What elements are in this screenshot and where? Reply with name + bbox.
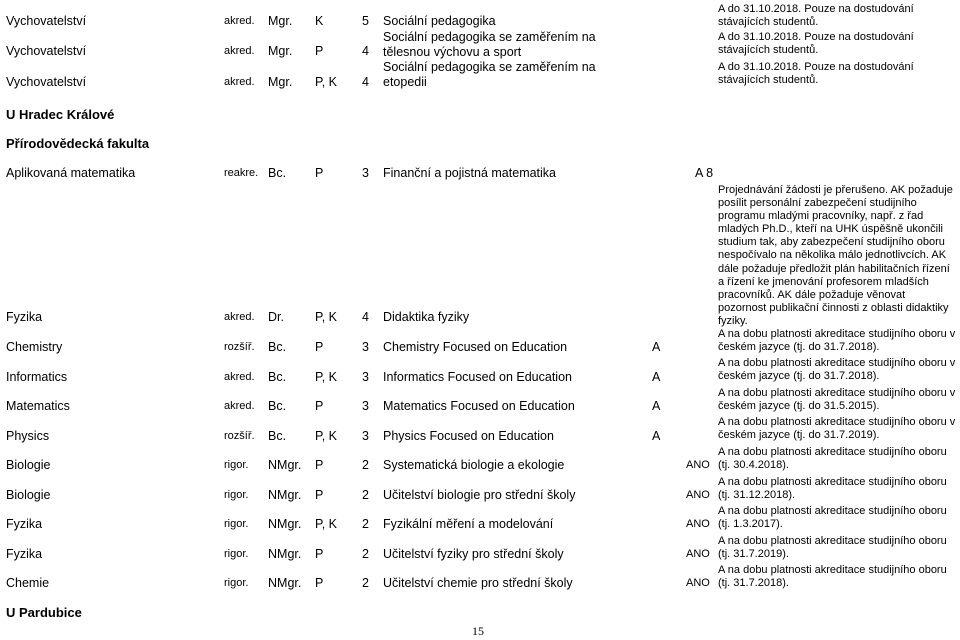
field-cell: Vychovatelství bbox=[6, 75, 87, 89]
form-cell: P, K bbox=[315, 310, 338, 324]
form-cell: K bbox=[315, 14, 324, 28]
note-cell: A na dobu platnosti akreditace studijního oboru v českém jazyce (tj. do 31.7.2019). bbox=[718, 416, 956, 442]
degree-cell: Mgr. bbox=[268, 75, 293, 89]
years-cell: 4 bbox=[362, 44, 369, 58]
form-cell: P, K bbox=[315, 429, 338, 443]
table-row bbox=[0, 576, 712, 592]
note-cell: A do 31.10.2018. Pouze na dostudování stávajících studentů. bbox=[718, 61, 914, 87]
program-cell: Sociální pedagogika bbox=[383, 14, 496, 28]
program-cell: Sociální pedagogika se zaměřením na etopedii bbox=[383, 60, 596, 89]
degree-cell: Bc. bbox=[268, 166, 287, 180]
type-cell: rigor. bbox=[224, 489, 249, 501]
form-cell: P bbox=[315, 44, 324, 58]
program-cell: Učitelství chemie pro střední školy bbox=[383, 576, 573, 590]
table-row bbox=[0, 14, 712, 30]
result-cell: ANO bbox=[686, 489, 710, 501]
field-cell: Chemistry bbox=[6, 340, 63, 354]
degree-cell: Bc. bbox=[268, 370, 287, 384]
page-number: 15 bbox=[472, 624, 484, 638]
degree-cell: Bc. bbox=[268, 429, 287, 443]
type-cell: rigor. bbox=[224, 548, 249, 560]
years-cell: 2 bbox=[362, 576, 369, 590]
years-cell: 3 bbox=[362, 166, 369, 180]
degree-cell: NMgr. bbox=[268, 488, 302, 502]
years-cell: 2 bbox=[362, 517, 369, 531]
result-cell: A bbox=[652, 429, 661, 443]
type-cell: akred. bbox=[224, 371, 255, 383]
program-cell: Physics Focused on Education bbox=[383, 429, 554, 443]
field-cell: Aplikovaná matematika bbox=[6, 166, 136, 180]
degree-cell: Mgr. bbox=[268, 14, 293, 28]
faculty-heading: Přírodovědecká fakulta bbox=[6, 136, 150, 151]
table-row bbox=[0, 60, 712, 90]
years-cell: 3 bbox=[362, 429, 369, 443]
table-row bbox=[0, 458, 712, 474]
result-cell: A bbox=[652, 340, 661, 354]
program-cell: Systematická biologie a ekologie bbox=[383, 458, 565, 472]
degree-cell: NMgr. bbox=[268, 576, 302, 590]
field-cell: Biologie bbox=[6, 488, 51, 502]
university-heading: U Hradec Králové bbox=[6, 107, 115, 122]
type-cell: rigor. bbox=[224, 459, 249, 471]
table-row bbox=[0, 370, 712, 386]
note-cell: A na dobu platnosti akreditace studijního oboru (tj. 31.7.2018). bbox=[718, 564, 947, 590]
program-cell: Informatics Focused on Education bbox=[383, 370, 572, 384]
field-cell: Fyzika bbox=[6, 310, 43, 324]
table-row bbox=[0, 340, 712, 356]
note-cell: A na dobu platnosti akreditace studijního oboru (tj. 30.4.2018). bbox=[718, 446, 947, 472]
program-cell: Fyzikální měření a modelování bbox=[383, 517, 554, 531]
form-cell: P bbox=[315, 166, 324, 180]
table-row bbox=[0, 399, 712, 415]
years-cell: 5 bbox=[362, 14, 369, 28]
note-cell: A do 31.10.2018. Pouze na dostudování stávajících studentů. bbox=[718, 31, 914, 57]
note-cell: A na dobu platnosti akreditace studijního oboru (tj. 1.3.2017). bbox=[718, 505, 947, 531]
degree-cell: NMgr. bbox=[268, 547, 302, 561]
result-cell: A bbox=[652, 370, 661, 384]
years-cell: 2 bbox=[362, 547, 369, 561]
years-cell: 4 bbox=[362, 75, 369, 89]
result-cell: A bbox=[652, 399, 661, 413]
program-cell: Matematics Focused on Education bbox=[383, 399, 575, 413]
field-cell: Chemie bbox=[6, 576, 50, 590]
years-cell: 2 bbox=[362, 488, 369, 502]
degree-cell: Bc. bbox=[268, 399, 287, 413]
type-cell: akred. bbox=[224, 400, 255, 412]
result-cell: ANO bbox=[686, 518, 710, 530]
program-cell: Chemistry Focused on Education bbox=[383, 340, 568, 354]
years-cell: 3 bbox=[362, 370, 369, 384]
degree-cell: NMgr. bbox=[268, 458, 302, 472]
table-row bbox=[0, 488, 712, 504]
form-cell: P bbox=[315, 547, 324, 561]
form-cell: P, K bbox=[315, 370, 338, 384]
program-cell: Učitelství biologie pro střední školy bbox=[383, 488, 576, 502]
years-cell: 4 bbox=[362, 310, 369, 324]
program-cell: Sociální pedagogika se zaměřením na tělesnou výchovu a sport bbox=[383, 30, 596, 59]
table-row bbox=[0, 547, 712, 563]
type-cell: rozšíř. bbox=[224, 341, 255, 353]
form-cell: P bbox=[315, 399, 324, 413]
type-cell: akred. bbox=[224, 45, 255, 57]
note-cell: A na dobu platnosti akreditace studijního oboru v českém jazyce (tj. do 31.7.2018). bbox=[718, 328, 956, 354]
program-cell: Učitelství fyziky pro střední školy bbox=[383, 547, 564, 561]
form-cell: P bbox=[315, 340, 324, 354]
result-cell: A 8 bbox=[695, 166, 714, 180]
degree-cell: Bc. bbox=[268, 340, 287, 354]
table-row bbox=[0, 517, 712, 533]
field-cell: Fyzika bbox=[6, 547, 43, 561]
field-cell: Vychovatelství bbox=[6, 14, 87, 28]
note-cell: A do 31.10.2018. Pouze na dostudování stávajících studentů. bbox=[718, 3, 914, 29]
form-cell: P bbox=[315, 488, 324, 502]
type-cell: rozšíř. bbox=[224, 430, 255, 442]
field-cell: Informatics bbox=[6, 370, 68, 384]
field-cell: Physics bbox=[6, 429, 50, 443]
degree-cell: Dr. bbox=[268, 310, 284, 324]
years-cell: 2 bbox=[362, 458, 369, 472]
type-cell: rigor. bbox=[224, 518, 249, 530]
degree-cell: NMgr. bbox=[268, 517, 302, 531]
degree-cell: Mgr. bbox=[268, 44, 293, 58]
form-cell: P bbox=[315, 576, 324, 590]
note-cell: A na dobu platnosti akreditace studijního oboru v českém jazyce (tj. do 31.5.2015). bbox=[718, 387, 956, 413]
type-cell: akred. bbox=[224, 15, 255, 27]
field-cell: Biologie bbox=[6, 458, 51, 472]
result-cell: ANO bbox=[686, 459, 710, 471]
note-cell: A na dobu platnosti akreditace studijního oboru v českém jazyce (tj. do 31.7.2018). bbox=[718, 357, 956, 383]
type-cell: reakre. bbox=[224, 167, 259, 179]
years-cell: 3 bbox=[362, 399, 369, 413]
form-cell: P, K bbox=[315, 75, 338, 89]
note-cell: A na dobu platnosti akreditace studijního oboru (tj. 31.7.2019). bbox=[718, 535, 947, 561]
next-university-heading: U Pardubice bbox=[6, 605, 82, 620]
type-cell: rigor. bbox=[224, 577, 249, 589]
note-cell: A na dobu platnosti akreditace studijního oboru (tj. 31.12.2018). bbox=[718, 476, 947, 502]
program-cell: Didaktika fyziky bbox=[383, 310, 470, 324]
table-row bbox=[0, 30, 712, 60]
field-cell: Matematics bbox=[6, 399, 70, 413]
field-cell: Fyzika bbox=[6, 517, 43, 531]
form-cell: P, K bbox=[315, 517, 338, 531]
type-cell: akred. bbox=[224, 76, 255, 88]
years-cell: 3 bbox=[362, 340, 369, 354]
long-note: Projednávání žádosti je přerušeno. AK požaduje posílit personální zabezpečení studijního programu mladými pracovníky, např. z řad mladých Ph.D., kteří na UHK úspěšně ukončili studium tak, aby zabezpečení studijního oboru nespočívalo na několika málo jednotlivcích. AK dále požaduje předložit plán habilitačních řízení a řízení ke jmenování profesorem mladších pracovníků. AK dále požaduje věnovat pozornost publikační činnosti z oblasti didaktiky fyziky. bbox=[718, 184, 953, 327]
type-cell: akred. bbox=[224, 311, 255, 323]
result-cell: ANO bbox=[686, 548, 710, 560]
table-row bbox=[0, 310, 712, 326]
form-cell: P bbox=[315, 458, 324, 472]
result-cell: ANO bbox=[686, 577, 710, 589]
table-row bbox=[0, 429, 712, 445]
field-cell: Vychovatelství bbox=[6, 44, 87, 58]
table-row bbox=[0, 166, 712, 182]
program-cell: Finanční a pojistná matematika bbox=[383, 166, 557, 180]
